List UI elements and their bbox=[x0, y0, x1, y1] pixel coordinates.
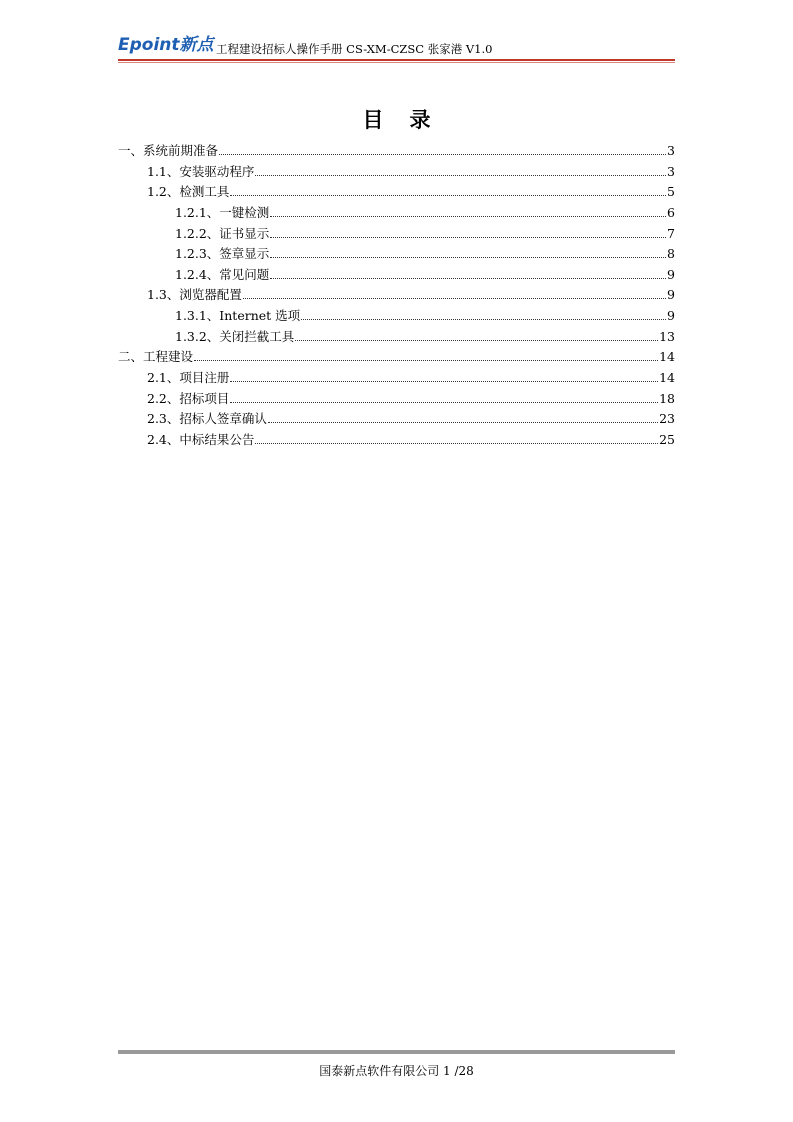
toc-entry-label: 2.3、招标人签章确认 bbox=[147, 411, 267, 427]
toc-entry-page: 14 bbox=[659, 370, 675, 386]
toc-entry-page: 9 bbox=[667, 266, 675, 282]
toc-entry-page: 25 bbox=[659, 431, 675, 447]
toc-entry[interactable] bbox=[118, 409, 675, 430]
toc-entry-label: 1.2.3、签章显示 bbox=[175, 246, 270, 262]
toc-entry-page: 9 bbox=[667, 308, 675, 324]
toc-entry-label: 2.1、项目注册 bbox=[147, 370, 230, 386]
toc-entry[interactable] bbox=[118, 244, 675, 265]
toc-entry[interactable] bbox=[118, 265, 675, 286]
toc-entry-label: 2.4、中标结果公告 bbox=[147, 431, 255, 447]
toc-leader-dots bbox=[270, 277, 666, 279]
toc-entry-label: 1.2.2、证书显示 bbox=[175, 225, 270, 241]
toc-entry-label: 1.3、浏览器配置 bbox=[147, 287, 242, 303]
page-footer: 国泰新点软件有限公司 1 /28 bbox=[319, 1064, 474, 1078]
footer-divider bbox=[118, 1050, 675, 1054]
toc-entry-label: 1.2、检测工具 bbox=[147, 184, 230, 200]
toc-entry-label: 1.3.2、关闭拦截工具 bbox=[175, 328, 295, 344]
toc-entry-page: 18 bbox=[659, 390, 675, 406]
toc-entry[interactable] bbox=[118, 389, 675, 410]
toc-entry-label: 二、工程建设 bbox=[118, 349, 194, 365]
toc-entry-page: 5 bbox=[667, 184, 675, 200]
toc-leader-dots bbox=[270, 236, 666, 238]
toc-entry-page: 13 bbox=[659, 328, 675, 344]
toc-leader-dots bbox=[301, 318, 666, 320]
toc-leader-dots bbox=[255, 442, 658, 444]
toc-entry-label: 1.2.1、一键检测 bbox=[175, 204, 270, 220]
toc-leader-dots bbox=[268, 421, 658, 423]
toc-entry-label: 一、系统前期准备 bbox=[118, 143, 219, 158]
toc-leader-dots bbox=[270, 256, 666, 258]
toc-entry[interactable] bbox=[118, 347, 675, 368]
toc-entry[interactable] bbox=[118, 306, 675, 327]
epoint-logo: Epoint新点 bbox=[118, 35, 214, 55]
toc-entry-page: 6 bbox=[667, 204, 675, 220]
toc-entry[interactable] bbox=[118, 203, 675, 224]
toc-leader-dots bbox=[255, 174, 666, 176]
toc-entry[interactable] bbox=[118, 182, 675, 203]
toc-entry-page: 3 bbox=[667, 143, 675, 158]
toc-entry-label: 1.2.4、常见问题 bbox=[175, 266, 270, 282]
toc-heading: 目录 bbox=[362, 107, 457, 132]
toc-entry-page: 3 bbox=[667, 163, 675, 179]
page-header bbox=[118, 26, 675, 66]
header-divider bbox=[118, 59, 675, 61]
toc-entry[interactable] bbox=[118, 430, 675, 451]
toc-leader-dots bbox=[230, 380, 658, 382]
document-title: 工程建设招标人操作手册 CS-XM-CZSC 张家港 V1.0 bbox=[216, 42, 493, 56]
toc-leader-dots bbox=[230, 401, 658, 403]
toc-entry-label: 1.1、安装驱动程序 bbox=[147, 163, 255, 179]
toc-entry-page: 14 bbox=[659, 349, 675, 365]
toc-leader-dots bbox=[295, 339, 658, 341]
toc-entry[interactable] bbox=[118, 368, 675, 389]
toc-leader-dots bbox=[270, 215, 666, 217]
toc-entry-label: 1.3.1、Internet 选项 bbox=[175, 308, 301, 324]
header-divider-thin bbox=[118, 62, 675, 63]
toc-entry[interactable] bbox=[118, 285, 675, 306]
toc-entry-label: 2.2、招标项目 bbox=[147, 390, 230, 406]
toc-entry[interactable] bbox=[118, 327, 675, 348]
toc-leader-dots bbox=[219, 153, 666, 155]
toc-leader-dots bbox=[230, 194, 666, 196]
toc-entry-page: 8 bbox=[667, 246, 675, 262]
toc-entry[interactable] bbox=[118, 141, 675, 162]
toc-leader-dots bbox=[243, 297, 666, 299]
toc-entry[interactable] bbox=[118, 224, 675, 245]
toc-entry-page: 23 bbox=[659, 411, 675, 427]
toc-entry[interactable] bbox=[118, 162, 675, 183]
toc-entry-page: 7 bbox=[667, 225, 675, 241]
table-of-contents bbox=[118, 141, 675, 451]
toc-leader-dots bbox=[194, 359, 658, 361]
toc-entry-page: 9 bbox=[667, 287, 675, 303]
